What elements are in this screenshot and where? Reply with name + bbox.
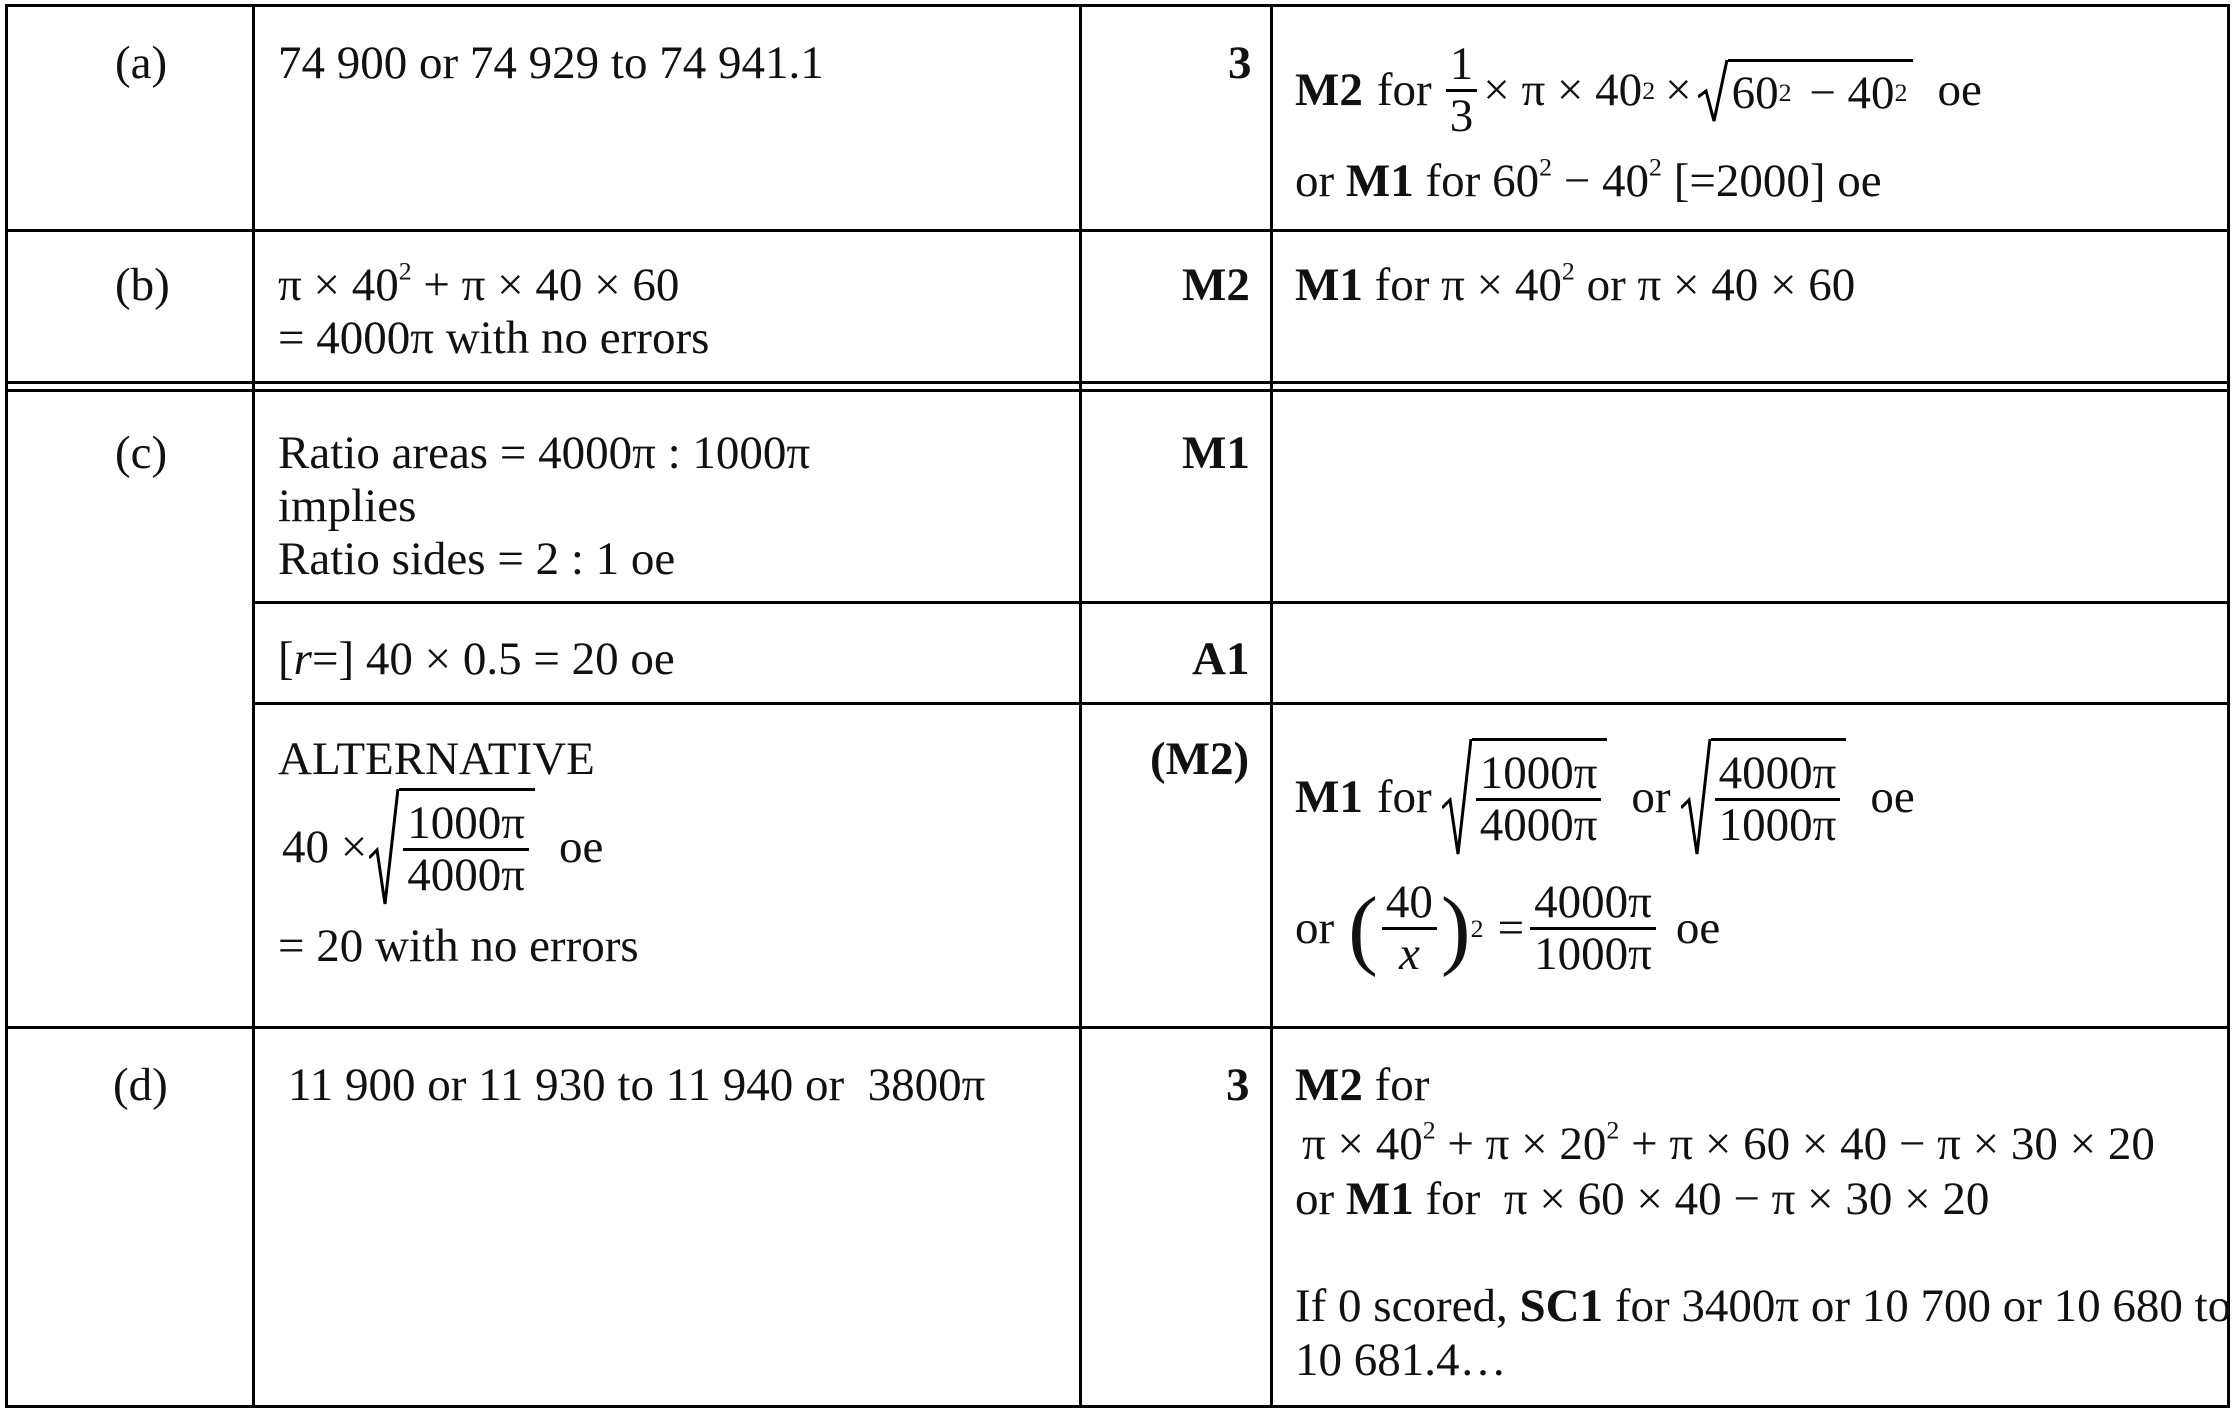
guidance-line-2: $\pi \times 40^2 + \pi \times 20^2 + \pi \times 60 \times 40 - \pi \times 30 \times 20$ (1302, 1115, 2155, 1170)
answer-line-1: $\pi \times 40^2 + \pi \times 40 \times 60$ (278, 256, 680, 311)
mark: 3 (1228, 37, 1252, 89)
guidance: M1 for $\pi \times 40^2$ or π × 40 × 60 (1295, 256, 1856, 311)
fraction: $\frac{1}{3}$ (1446, 40, 1478, 142)
rule-col1 (252, 4, 255, 1408)
part-label: (a) (115, 37, 168, 89)
rule-c2-c3 (252, 702, 2230, 705)
mark-code: M2 (1295, 64, 1363, 117)
answer: 11 900 or 11 930 to 11 940 or 3800π (288, 1059, 986, 1111)
rule-c1-c2 (252, 601, 2230, 604)
part-label: (c) (115, 427, 168, 479)
rule-left (5, 4, 8, 1408)
square-root: $\frac{1000\pi}{4000\pi}$ (1442, 738, 1608, 856)
square-root: $\frac{4000\pi}{1000\pi}$ (1681, 738, 1847, 856)
radical-sign-icon (1681, 738, 1711, 856)
rule-bottom (5, 1405, 2230, 1408)
guidance-line-1: M2 for (1295, 1059, 1430, 1111)
rule-top (5, 4, 2230, 7)
square-root: 60 2 − 40 2 (1698, 59, 1914, 123)
answer-c2: [r=] 40 × 0.5 = 20 oe (278, 633, 675, 685)
rule-a-b (5, 229, 2230, 232)
guidance-line-1: M1 for $\frac{1000\pi}{4000\pi}$ or $\frac{4000\pi}{1000\pi}$ oe (1295, 738, 1915, 856)
square-root: $\frac{1000\pi}{4000\pi}$ (369, 788, 535, 906)
rule-c-top (5, 389, 2230, 392)
answer-c1-line-2: implies (278, 480, 417, 532)
radical-sign-icon (1442, 738, 1472, 856)
alternative-result: = 20 with no errors (278, 920, 639, 972)
alternative-expression: 40 × $\frac{1000\pi}{4000\pi}$ oe (282, 788, 603, 906)
answer-c1-line-1: Ratio areas = 4000π : 1000π (278, 427, 811, 479)
part-label: (d) (113, 1059, 168, 1111)
mark-c3: (M2) (1150, 733, 1250, 785)
answer-c1-line-3: Ratio sides = 2 : 1 oe (278, 533, 676, 585)
answer: 74 900 or 74 929 to 74 941.1 (278, 37, 824, 89)
special-case-line-2: 10 681.4… (1295, 1334, 1507, 1386)
guidance-line-2: or ( $\frac{40}{x}$ ) 2 = $\frac{4000\pi}{1000\pi}$ oe (1295, 876, 1721, 981)
part-label: (b) (115, 259, 170, 311)
mark: M2 (1182, 259, 1250, 311)
answer-line-2: = 4000π with no errors (278, 312, 710, 364)
alternative-title: ALTERNATIVE (278, 733, 595, 785)
radical-sign-icon (1698, 59, 1728, 123)
rule-b-bottom (5, 381, 2230, 384)
guidance-line-3: or M1 for π × 60 × 40 − π × 30 × 20 (1295, 1173, 1990, 1225)
guidance-line-2: or M1 for $60^2 - 40^2$ [=2000] oe (1295, 152, 1882, 207)
radical-sign-icon (369, 788, 399, 906)
mark-c2: A1 (1192, 633, 1250, 685)
mark: 3 (1226, 1059, 1250, 1111)
guidance-line-1: M2 for $\frac{1}{3}$ × π × 40 2 × 60 2 − 40 2 oe (1295, 38, 1982, 143)
rule-right (2227, 4, 2230, 1408)
rule-col2 (1079, 4, 1082, 1408)
mark-c1: M1 (1182, 427, 1250, 479)
special-case-line-1: If 0 scored, SC1 for 3400π or 10 700 or 10 680 to (1295, 1280, 2232, 1332)
rule-col3 (1270, 4, 1273, 1408)
rule-c-d (5, 1026, 2230, 1029)
